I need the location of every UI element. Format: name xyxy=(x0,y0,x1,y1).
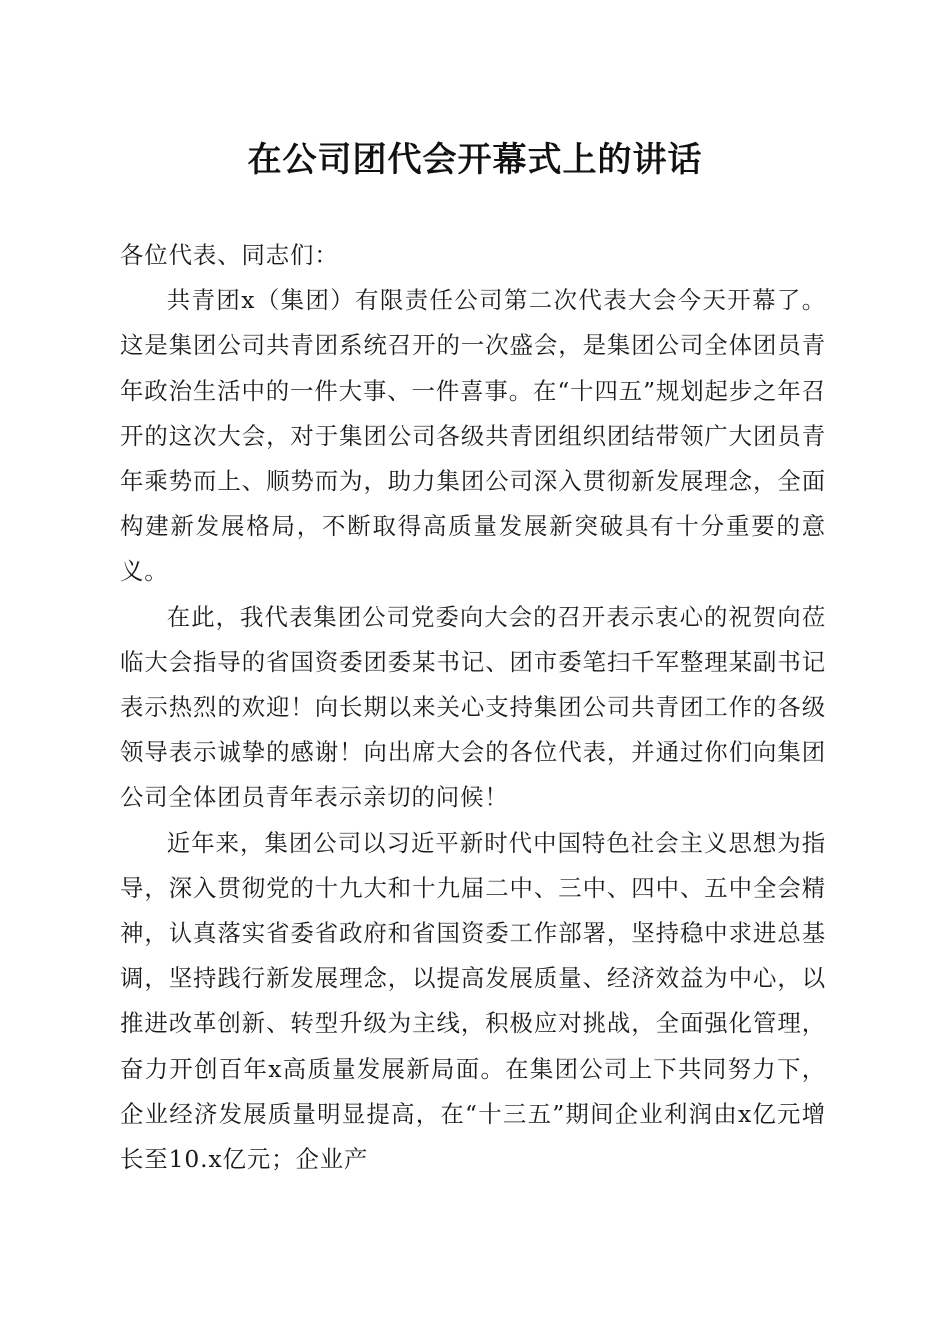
paragraph-opening: 共青团x（集团）有限责任公司第二次代表大会今天开幕了。这是集团公司共青团系统召开的一次盛会，是集团公司全体团员青年政治生活中的一件大事、一件喜事。在“十四五”规划起步之年召开的这次大会，对于集团公司各级共青团组织团结带领广大团员青年乘势而上、顺势而为，助力集团公司深入贯彻新发展理念，全面构建新发展格局，不断取得高质量发展新突破具有十分重要的意义。 xyxy=(120,286,826,586)
salutation: 各位代表、同志们： xyxy=(120,241,339,269)
document-body xyxy=(120,233,826,1182)
paragraph-greetings: 在此，我代表集团公司党委向大会的召开表示衷心的祝贺向莅临大会指导的省国资委团委某书记、团市委笔扫千军整理某副书记表示热烈的欢迎！向长期以来关心支持集团公司共青团工作的各级领导表示诚挚的感谢！向出席大会的各位代表，并通过你们向集团公司全体团员青年表示亲切的问候！ xyxy=(120,602,826,812)
paragraph-achievements: 近年来，集团公司以习近平新时代中国特色社会主义思想为指导，深入贯彻党的十九大和十九届二中、三中、四中、五中全会精神，认真落实省委省政府和省国资委工作部署，坚持稳中求进总基调，坚持践行新发展理念，以提高发展质量、经济效益为中心，以推进改革创新、转型升级为主线，积极应对挑战，全面强化管理，奋力开创百年x高质量发展新局面。在集团公司上下共同努力下，企业经济发展质量明显提高，在“十三五”期间企业利润由x亿元增长至10.x亿元；企业产 xyxy=(120,828,826,1174)
document-title: 在公司团代会开幕式上的讲话 xyxy=(247,140,703,180)
